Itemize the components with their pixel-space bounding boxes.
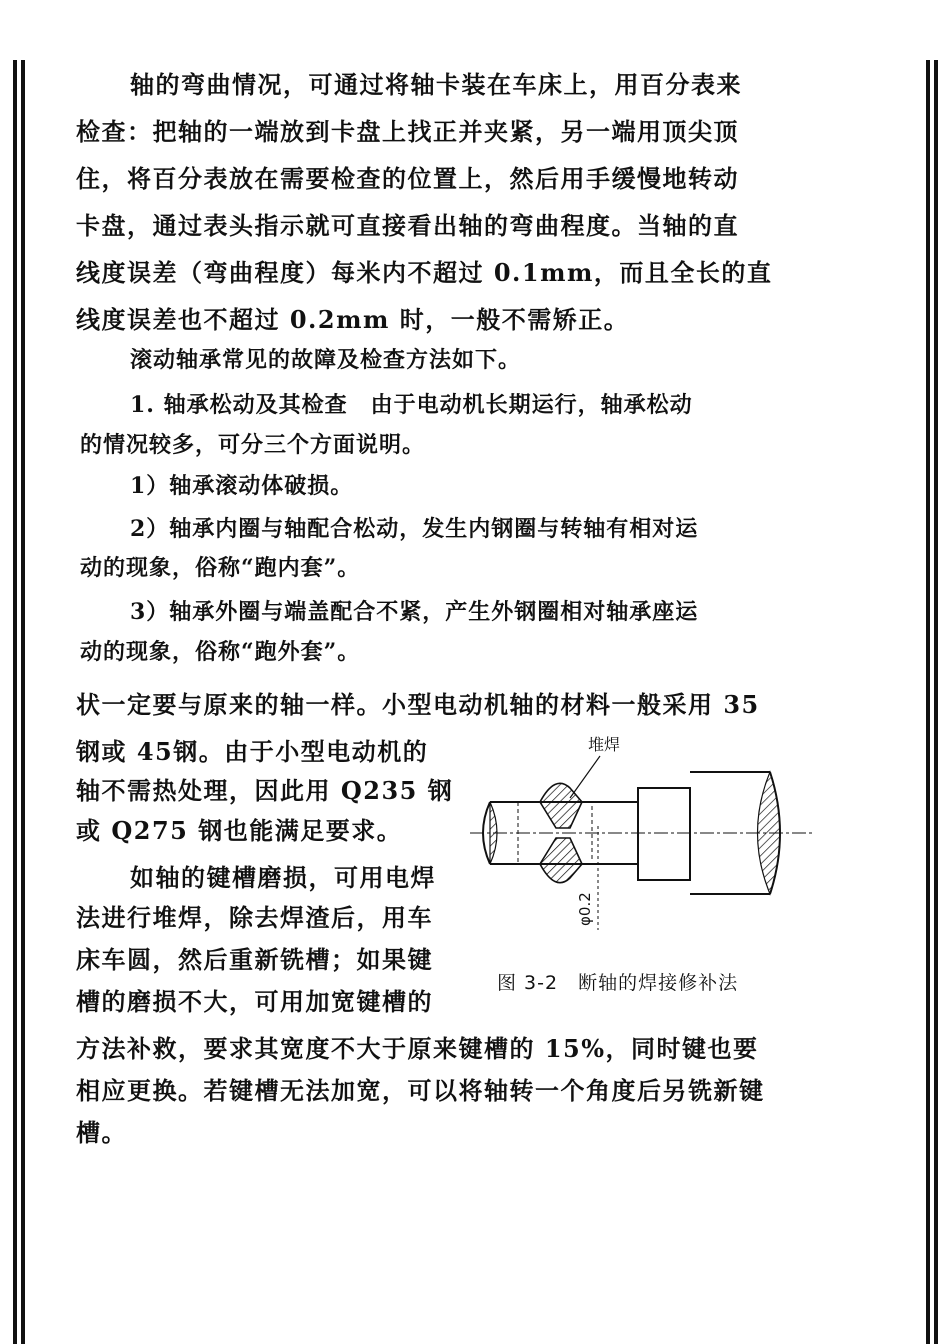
weld-bead-bottom [540, 838, 582, 883]
para2-line: 动的现象，俗称“跑内套”。 [80, 555, 361, 581]
phi-dim-label: φ0.2 [576, 892, 594, 926]
para2-line: 的情况较多，可分三个方面说明。 [80, 432, 426, 458]
weld-repair-figure [470, 730, 815, 930]
weld-label: 堆焊 [588, 735, 621, 754]
right-border-bar-2 [934, 60, 938, 1344]
para2-line: 1. 轴承松动及其检查 由于电动机长期运行，轴承松动 [130, 392, 693, 418]
para3-line: 床车圆，然后重新铣槽；如果键 [76, 945, 433, 974]
para1-line: 卡盘，通过表头指示就可直接看出轴的弯曲程度。当轴的直 [76, 211, 739, 240]
para1-line: 轴的弯曲情况，可通过将轴卡装在车床上，用百分表来 [130, 70, 742, 99]
para3-line: 轴不需热处理，因此用 Q235 钢 [76, 776, 454, 805]
para2-line: 滚动轴承常见的故障及检查方法如下。 [130, 347, 522, 373]
figure-caption: 图 3-2 断轴的焊接修补法 [497, 972, 739, 994]
para3-line: 相应更换。若键槽无法加宽，可以将轴转一个角度后另铣新键 [76, 1076, 765, 1105]
para3-line: 如轴的键槽磨损，可用电焊 [130, 863, 436, 892]
para1-line: 线度误差也不超过 0.2mm 时，一般不需矫正。 [76, 305, 630, 334]
para3-line: 状一定要与原来的轴一样。小型电动机轴的材料一般采用 35 [76, 690, 760, 719]
para3-line: 法进行堆焊，除去焊渣后，用车 [76, 903, 433, 932]
para2-line: 3）轴承外圈与端盖配合不紧，产生外钢圈相对轴承座运 [130, 599, 699, 625]
para3-line: 或 Q275 钢也能满足要求。 [76, 816, 403, 845]
weld-leader-line [570, 756, 600, 798]
para1-line: 住，将百分表放在需要检查的位置上，然后用手缓慢地转动 [76, 164, 739, 193]
para3-line: 方法补救，要求其宽度不大于原来键槽的 15%，同时键也要 [76, 1034, 759, 1063]
para3-line: 槽。 [76, 1118, 127, 1147]
para1-line: 线度误差（弯曲程度）每米内不超过 0.1mm，而且全长的直 [76, 258, 773, 287]
para3-line: 钢或 45钢。由于小型电动机的 [76, 737, 429, 766]
left-border-bar-2 [21, 60, 25, 1344]
para3-line: 槽的磨损不大，可用加宽键槽的 [76, 987, 433, 1016]
left-border-bar-1 [13, 60, 17, 1344]
para2-line: 1）轴承滚动体破损。 [130, 473, 354, 499]
right-border-bar-1 [926, 60, 930, 1344]
para2-line: 2）轴承内圈与轴配合松动，发生内钢圈与转轴有相对运 [130, 516, 699, 542]
shaft-step [638, 788, 690, 880]
para1-line: 检查：把轴的一端放到卡盘上找正并夹紧，另一端用顶尖顶 [76, 117, 739, 146]
para2-line: 动的现象，俗称“跑外套”。 [80, 639, 361, 665]
shaft-right-section [758, 772, 781, 894]
